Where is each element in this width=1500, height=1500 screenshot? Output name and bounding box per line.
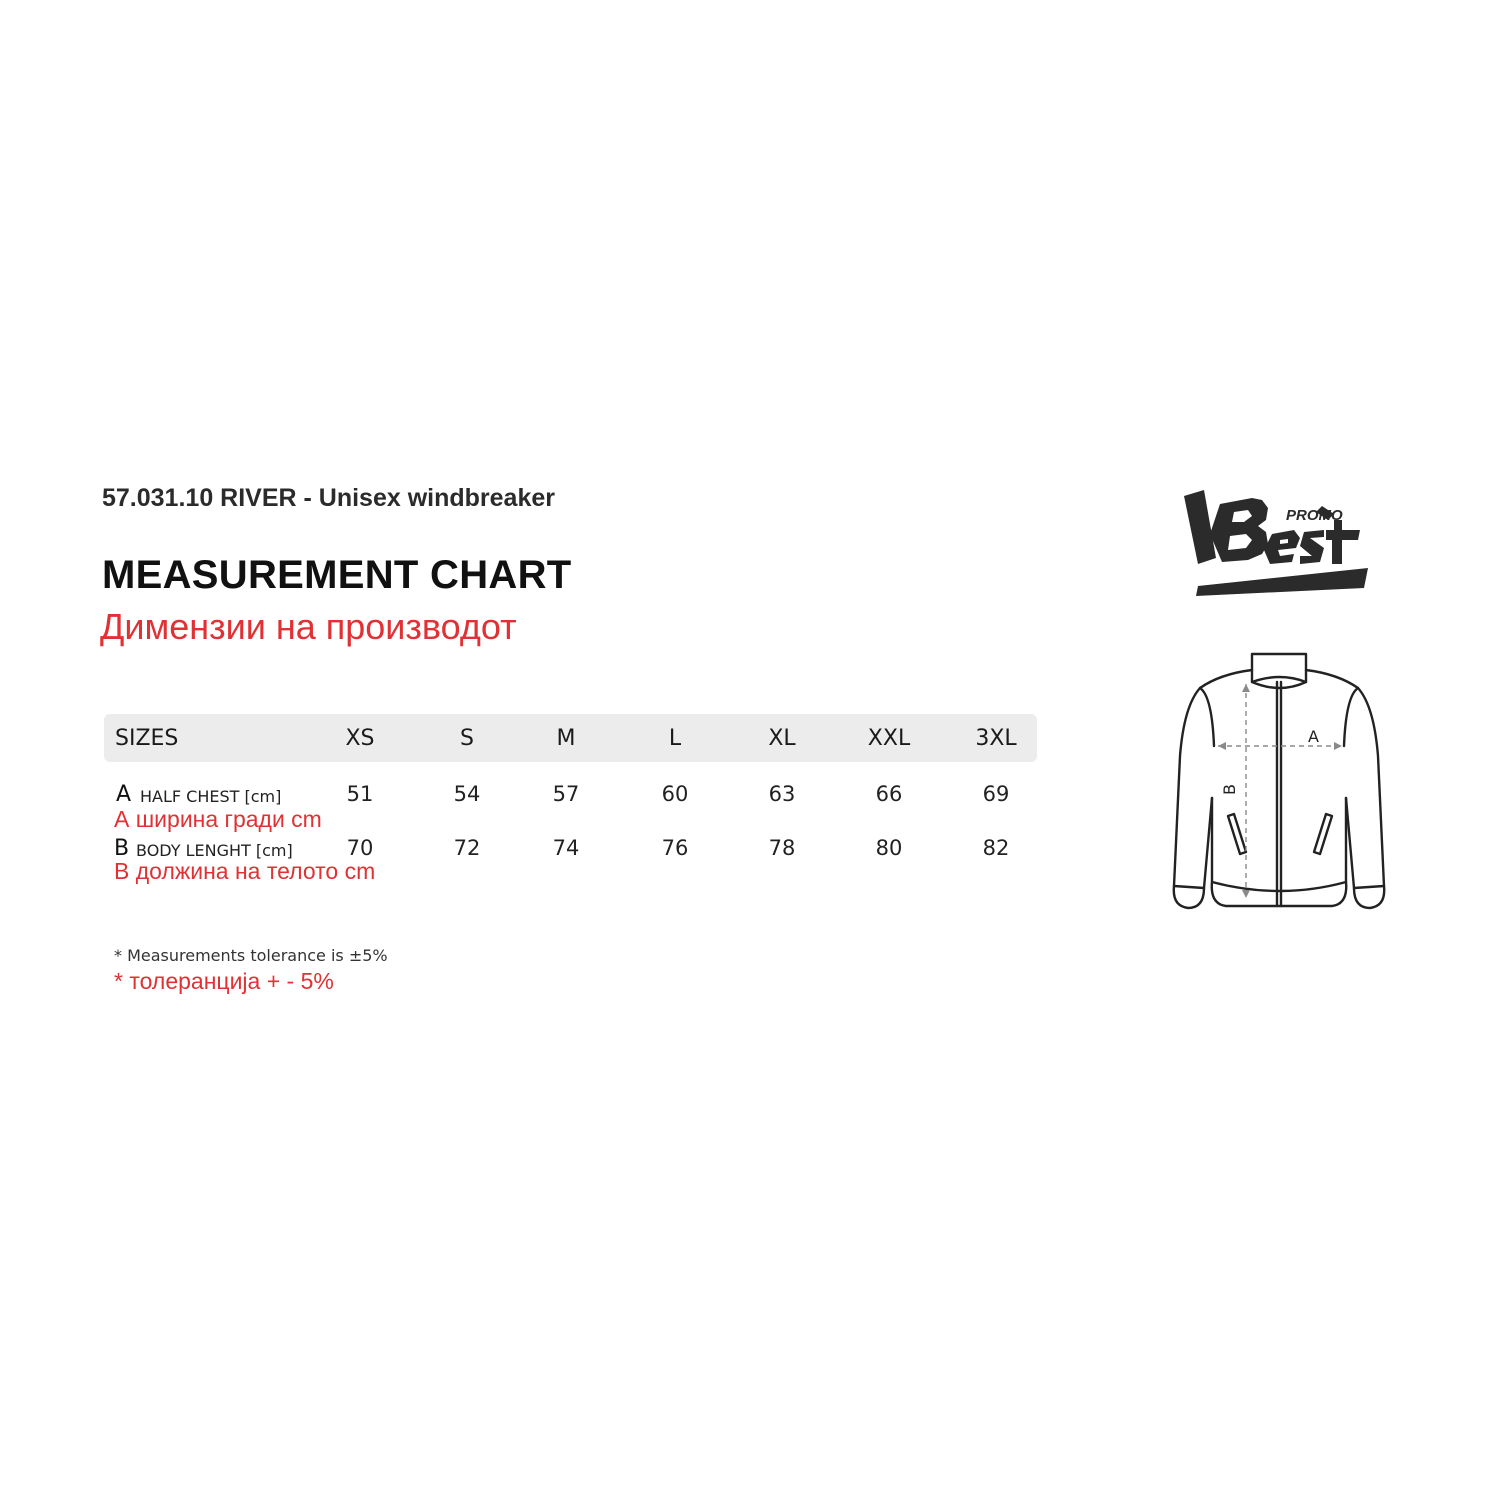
size-header-xxl: XXL	[867, 726, 911, 751]
best-promo-logo	[1182, 490, 1378, 598]
size-header-3xl: 3XL	[975, 726, 1017, 751]
row-a-value-m: 57	[552, 782, 580, 806]
row-b-value-s: 72	[453, 836, 481, 860]
row-a-letter: A	[116, 782, 132, 807]
row-b-value-m: 74	[552, 836, 580, 860]
row-a-value-xl: 63	[768, 782, 796, 806]
row-b-value-xs: 70	[346, 836, 374, 860]
size-header-xs: XS	[345, 726, 375, 751]
row-b-letter: B	[114, 836, 130, 861]
label-a: A	[1308, 727, 1319, 746]
row-b-translation: В должина на телото cm	[114, 858, 376, 884]
tolerance-note: * Measurements tolerance is ±5%	[114, 946, 388, 965]
sizes-header-label: SIZES	[115, 726, 179, 751]
row-a-value-l: 60	[661, 782, 689, 806]
row-a-value-s: 54	[453, 782, 481, 806]
logo-graphic	[1182, 490, 1378, 598]
row-a-value-xs: 51	[346, 782, 374, 806]
chart-subheading: Димензии на производот	[100, 606, 517, 647]
chart-heading: MEASUREMENT CHART	[102, 553, 572, 597]
row-a-label: HALF CHEST [cm]	[140, 787, 282, 806]
size-header-l: L	[668, 726, 682, 751]
row-a-value-3xl: 69	[982, 782, 1010, 806]
size-header-xl: XL	[768, 726, 796, 751]
size-header-m: M	[556, 726, 576, 751]
row-b-value-l: 76	[661, 836, 689, 860]
product-title: 57.031.10 RIVER - Unisex windbreaker	[102, 484, 555, 512]
size-header-s: S	[460, 726, 474, 751]
tolerance-note-mk: * толеранција + - 5%	[114, 968, 334, 994]
row-a-translation: А ширина гради cm	[114, 806, 322, 832]
row-a-value-xxl: 66	[875, 782, 903, 806]
row-b-value-xl: 78	[768, 836, 796, 860]
label-b: B	[1220, 784, 1239, 795]
row-b-value-3xl: 82	[982, 836, 1010, 860]
logo-promo-text: PROMO	[1286, 507, 1343, 524]
row-b-label: BODY LENGHT [cm]	[136, 841, 293, 860]
row-b-value-xxl: 80	[875, 836, 903, 860]
jacket-diagram	[1160, 646, 1400, 918]
jacket-outline	[1160, 646, 1400, 918]
